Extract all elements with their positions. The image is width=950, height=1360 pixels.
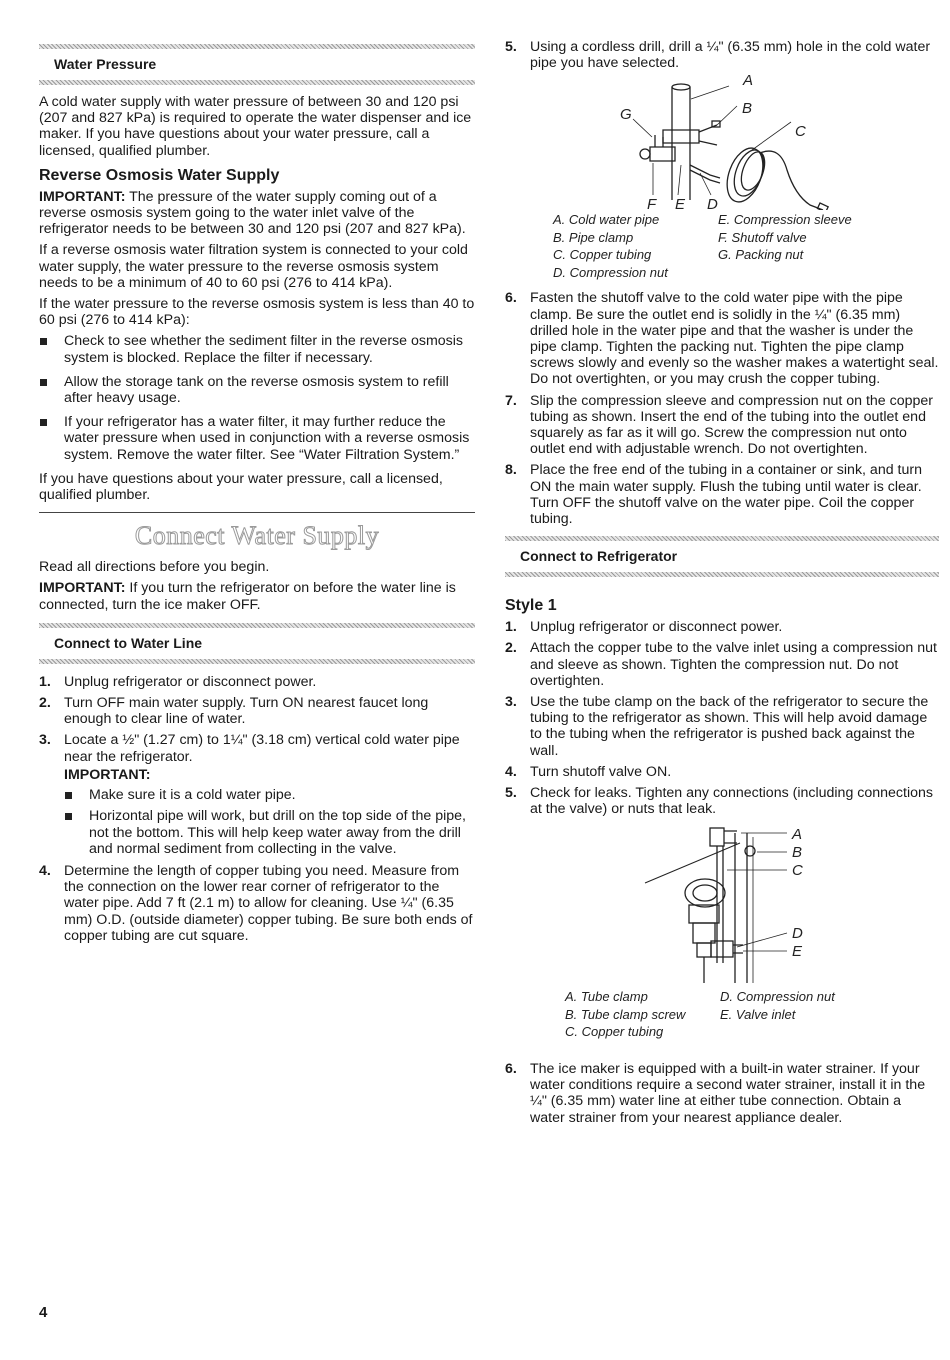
list-item: 7. Slip the compression sleeve and compression nut on the copper tubing as shown. Insert the end of the tubing into the outlet end squarely as far as it will go. Screw the compression nut onto outlet end with adjustable wrench. Do not overtighten. [505, 392, 933, 458]
list-item: 3. Use the tube clamp on the back of the refrigerator to secure the tubing to the refrigerator as shown. This will help avoid damage to the tubing when the refrigerator is pushed back against the wall. [505, 694, 929, 759]
list-item: 5. Using a cordless drill, drill a ¼" (6.35 mm) hole in the cold water pipe you have selected. [505, 39, 931, 72]
bullet-square-icon [40, 379, 47, 386]
list-item: Make sure it is a cold water pipe. [64, 787, 475, 803]
legend-item: C. Copper tubing [565, 1024, 664, 1040]
hatch-bar [39, 80, 475, 85]
legend-item: B. Tube clamp screw [565, 1006, 686, 1022]
connect-supply-important [39, 580, 475, 612]
reverse-osmosis-bullets [39, 333, 475, 462]
valve-steps [505, 290, 939, 527]
callout-g: G [620, 106, 632, 124]
water-pressure-paragraph: A cold water supply with water pressure of between 30 and 120 psi (207 and 827 kPa) is required to operate the water dispenser and ice maker. If you have questions about your water pressure, call a licensed, qualified plumber. [39, 94, 472, 159]
list-item: Horizontal pipe will work, but drill on the top side of the pipe, not the bottom. This will help keep water away from the drill and normal sediment from collecting in the valve. [64, 808, 475, 857]
list-item: 8. Place the free end of the tubing in a container or sink, and turn ON the main water supply. Flush the tubing until water is clear. Turn OFF the shutoff valve on the water pipe. Coil the copper tubing. [505, 462, 922, 528]
legend-item: F. Shutoff valve [718, 229, 807, 245]
legend-item [718, 264, 883, 282]
strainer-step [505, 1061, 939, 1126]
list-item: 5. Check for leaks. Tighten any connections (including connections at the valve) or nuts that leak. [505, 785, 933, 818]
callout-d: D [707, 196, 718, 211]
callout-b: B [742, 100, 753, 118]
water-pressure-heading: Water Pressure [54, 56, 157, 72]
shutoff-valve-figure [505, 75, 939, 210]
callout-b: B [792, 844, 803, 862]
legend-item: E. Valve inlet [720, 1006, 796, 1022]
reverse-osmosis-important [39, 189, 475, 238]
list-item: 6. Fasten the shutoff valve to the cold water pipe with the pipe clamp. Be sure the outlet end is solidly in the ¼" (6.35 mm) drilled hole in the water pipe and that the washer is under the pipe clamp. Tighten the packing nut. Tighten the pipe clamp screws slowly and evenly so the washer makes a watertight seal. Do not overtighten, or you may crush the copper tubing. [505, 290, 939, 388]
tube-clamp-figure [505, 823, 939, 988]
list-item: 4. Determine the length of copper tubing you need. Measure from the connection on the lower rear corner of refrigerator to the water pipe. Add 7 ft (2.1 m) to allow for cleaning. Use ¼" (6.35 mm) O.D. (outside diameter) copper tubing. Be sure both ends of copper tubing are cut square. [39, 862, 473, 944]
section-divider [39, 512, 475, 513]
list-item: 6. The ice maker is equipped with a built-in water strainer. If your water conditions require a second water strainer, install it in the ¼" (6.35 mm) water line at either tube connection. Obtain a water strainer from your nearest appliance dealer. [505, 1060, 926, 1126]
reverse-osmosis-para-2: If the water pressure to the reverse osmosis system is less than 40 to 60 psi (276 to 414 kPa): [39, 296, 475, 329]
important-label: IMPORTANT: [39, 188, 126, 205]
important-text: The pressure of the water supply coming out of a reverse osmosis system going to the water inlet valve of the refrigerator needs to be between 30 and 120 psi (207 and 827 kPa). [39, 188, 466, 238]
bullet-square-icon [40, 338, 47, 345]
legend-item: D. Compression nut [720, 989, 835, 1005]
important-label: IMPORTANT: [39, 580, 126, 597]
connect-line-heading: Connect to Water Line [54, 634, 203, 651]
reverse-osmosis-heading: Reverse Osmosis Water Supply [39, 166, 280, 184]
callout-f: F [647, 196, 657, 211]
figure-2-legend [565, 988, 875, 1041]
callout-c: C [795, 123, 806, 141]
legend-item [720, 1023, 875, 1041]
callout-c: C [792, 862, 803, 880]
connect-supply-paragraph: Read all directions before you begin. [39, 559, 270, 576]
inner-important-label: IMPORTANT: [64, 766, 151, 783]
style-1-heading: Style 1 [505, 597, 557, 615]
connect-line-steps [39, 674, 475, 944]
hatch-bar [39, 659, 475, 664]
left-column [39, 0, 475, 950]
list-item: If your refrigerator has a water filter, it may further reduce the water pressure when used in conjunction with a reverse osmosis system. Remove the water filter. See “Water Filtration System.” [39, 414, 475, 463]
water-pressure-header [39, 44, 475, 85]
important-text: If you turn the refrigerator on before the water line is connected, turn the ice maker OFF. [39, 580, 456, 613]
callout-a: A [743, 75, 754, 90]
legend-item: D. Compression nut [553, 264, 668, 280]
hatch-bar [505, 572, 939, 577]
connect-line-header [39, 623, 475, 664]
legend-item: G. Packing nut [718, 247, 804, 263]
page-number: 4 [39, 1304, 48, 1321]
legend-item: C. Copper tubing [553, 247, 652, 263]
figure-1-legend [553, 211, 883, 281]
legend-item: A. Cold water pipe [553, 212, 660, 228]
list-item: 2. Turn OFF main water supply. Turn ON nearest faucet long enough to clear line of water. [39, 695, 429, 728]
legend-item: B. Pipe clamp [553, 229, 634, 245]
list-item: 1. Unplug refrigerator or disconnect power. [505, 619, 783, 636]
callout-d: D [792, 925, 803, 943]
list-item: 3. Locate a ½" (1.27 cm) to 1¼" (3.18 cm) vertical cold water pipe near the refrigerator. IMPORTANT: Make sure it is a cold water pipe. Horizontal pipe will work, but drill on the top side of the pipe, not the bottom. This will help keep water away from the drill and normal sediment from collecting in the valve. [39, 732, 475, 856]
list-item: 1. Unplug refrigerator or disconnect power. [39, 673, 317, 690]
shutoff-valve-illustration [505, 75, 939, 210]
callout-e: E [792, 943, 803, 961]
connect-water-supply-title: Connect Water Supply [134, 521, 380, 551]
connect-fridge-header [505, 536, 939, 577]
connect-fridge-heading: Connect to Refrigerator [520, 548, 678, 565]
list-item: 2. Attach the copper tube to the valve inlet using a compression nut and sleeve as shown. Tighten the compression nut. Do not overtighten. [505, 640, 937, 689]
bullet-square-icon [65, 813, 72, 820]
list-item: 4. Turn shutoff valve ON. [505, 763, 672, 780]
callout-e: E [675, 196, 686, 211]
reverse-osmosis-para-1: If a reverse osmosis water filtration system is connected to your cold water supply, the water pressure to the reverse osmosis system needs to be a minimum of 40 to 60 psi (276 to 414 kPa). [39, 242, 468, 291]
right-column [505, 0, 939, 1132]
bullet-square-icon [40, 419, 47, 426]
connect-fridge-steps [505, 619, 939, 817]
legend-item: A. Tube clamp [565, 989, 648, 1005]
list-item: Check to see whether the sediment filter in the reverse osmosis system is blocked. Replace the filter if necessary. [39, 333, 475, 365]
inner-bullets [64, 787, 475, 857]
legend-item: E. Compression sleeve [718, 212, 852, 228]
drill-step [505, 39, 939, 71]
list-item: Allow the storage tank on the reverse osmosis system to refill after heavy usage. [39, 374, 475, 406]
tube-clamp-illustration [505, 823, 939, 988]
bullet-square-icon [65, 792, 72, 799]
reverse-osmosis-para-3: If you have questions about your water pressure, call a licensed, qualified plumber. [39, 470, 443, 504]
callout-a: A [792, 826, 803, 844]
